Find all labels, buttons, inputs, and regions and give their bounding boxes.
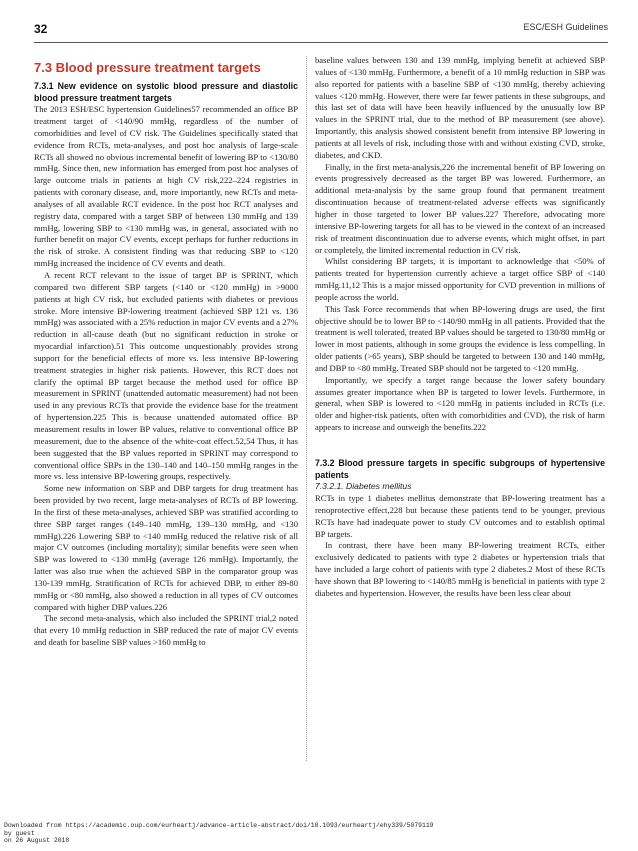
left-column xyxy=(34,60,298,649)
subsection-title: 7.3.1 New evidence on systolic blood pressure and diastolic blood pressure treatment targets xyxy=(34,81,298,103)
page-header xyxy=(34,22,608,38)
paragraph: Finally, in the first meta-analysis,226 the incremental benefit of BP lowering on events progressively decreased as the target BP was lowered. Furthermore, an additional meta-analysis by the same group found that permanent treatment discontinuation because of treatment-related adverse effects was significantly higher in those targeted to lower BP values.227 Therefore, advocating more intensive BP-lowering targets for all has to be viewed in the context of an increased risk of treatment discontinuation due to adverse events, which might offset, in part or completely, the limited incremental reduction in CV risk. xyxy=(315,161,605,255)
column-divider xyxy=(306,56,307,761)
spacer xyxy=(315,434,605,458)
download-date-text: on 26 August 2018 xyxy=(4,837,70,845)
paragraph: baseline values between 130 and 139 mmHg, implying benefit at achieved SBP values of <130 mmHg. Furthermore, a benefit of a 10 mmHg reduction in SBP was also reported for patients with a baseline SBP of <130 mmHg, thereby achieving values <120 mmHg. However, there were far fewer patients in these subgroups, and this last set of data will have been heavily influenced by the unusually low BP values in the SPRINT trial, due to the method of BP measurement (see above). Importantly, this analysis showed consistent benefit from intensive BP lowering in patients at all levels of risk, including those with and without existing CVD, stroke, diabetes, and CKD. xyxy=(315,55,605,160)
subsubsection-title: 7.3.2.1. Diabetes mellitus xyxy=(315,481,412,492)
paragraph: The second meta-analysis, which also included the SPRINT trial,2 noted that every 10 mmHg reduction in SBP reduced the rate of major CV events and death for baseline SBP values >160 mmHg to xyxy=(34,613,298,648)
header-rule xyxy=(34,42,608,43)
paragraph: Whilst considering BP targets, it is important to acknowledge that <50% of patients treated for hypertension currently achieve a target office SBP of <140 mmHg.11,12 This is a major missed opportunity for CVD prevention in millions of people across the world. xyxy=(315,256,605,302)
subsection-title: 7.3.2 Blood pressure targets in specific subgroups of hypertensive patients xyxy=(315,458,605,480)
page-number: 32 xyxy=(34,22,48,36)
paragraph: This Task Force recommends that when BP-lowering drugs are used, the first objective should be to lower BP to <140/90 mmHg in all patients. Provided that the treatment is well tolerated, treated BP values should be targeted to 130/80 mmHg or lower in most patients, although in some groups the evidence is less compelling. In older patients (>65 years), SBP should be targeted to between 130 and 140 mmHg, and DBP to <80 mmHg. Treated SBP should not be targeted to <120 mmHg. xyxy=(315,303,605,373)
paragraph: Some new information on SBP and DBP targets for drug treatment has been provided by two recent, large meta-analyses of RCTs of BP lowering. In the first of these meta-analyses, achieved SBP was stratified according to three SBP target ranges (149–140 mmHg, 139–130 mmHg, and <130 mmHg).226 Lowering SBP to <140 mmHg reduced the relative risk of all major CV outcomes (including mortality); similar benefits were seen when SBP was lowered to <130 mmHg (average 126 mmHg). Importantly, the latter was also true when the achieved SBP in the comparator group was 130-139 mmHg. Stratification of RCTs for achieved DBP, to either 89-80 mmHg or <80 mmHg, also showed a reduction in all types of CV outcomes compared with higher DBP values.226 xyxy=(34,483,298,612)
running-title: ESC/ESH Guidelines xyxy=(523,22,608,32)
paragraph: RCTs in type 1 diabetes mellitus demonstrate that BP-lowering treatment has a renoprotective effect,228 but because these patients tend to be younger, previous RCTs have had inadequate power to study CV outcomes and to establish optimal BP targets. xyxy=(315,492,605,539)
paragraph: The 2013 ESH/ESC hypertension Guidelines57 recommended an office BP treatment target of <140/90 mmHg, regardless of the number of comorbidities and level of CV risk. The Guidelines specifically stated that evidence from RCTs, meta-analyses, and post hoc analysis of large-scale RCTs all showed no obvious incremental benefit of lowering BP to <130/80 mmHg. Since then, new information has emerged from post hoc analyses of large outcome trials in patients at high CV risk,222–224 registries in patients with coronary disease, and, more importantly, new RCTs and meta-analyses of all available RCT evidence. In the post hoc RCT analyses and registry data, compared with a target SBP of between 130 mmHg and 139 mmHg, lowering SBP to <130 mmHg was, in general, associated with no further benefit on major CV events, except perhaps for further reductions in the risk of stroke. A consistent finding was that reducing SBP to <120 mmHg increased the incidence of CV events and death. xyxy=(34,104,298,269)
paragraph: Importantly, we specify a target range because the lower safety boundary assumes greater importance when BP is targeted to lower levels. Furthermore, in general, when SBP is lowered to <120 mmHg in patients included in RCTs (i.e. older and higher-risk patients, often with comorbidities and CVD), the risk of harm appears to increase and outweigh the benefits.222 xyxy=(315,374,605,433)
paragraph: A recent RCT relevant to the issue of target BP is SPRINT, which compared two different SBP targets (<140 or <120 mmHg) in >9000 patients at high CV risk, but excluded patients with diabetes or previous stroke. More intensive BP-lowering treatment (achieved SBP 121 vs. 136 mmHg) was associated with a 25% reduction in major CV events and a 27% reduction in all-cause death (but no significant reduction in stroke or myocardial infarction).51 This outcome unquestionably provides strong support for the beneficial effects of more vs. less intensive BP-lowering treatment strategies in higher risk patients. However, this RCT does not clarify the optimal BP target because the method used for office BP measurement in SPRINT (unattended automatic measurement) had not been used in any previous RCTs that provide the evidence base for the treatment of hypertension.225 This is because unattended automated office BP measurement results in lower BP values, relative to conventional office BP measurement, due to the absence of the white-coat effect.52,54 Thus, it has been suggested that the BP values reported in SPRINT may correspond to conventional office SBPs in the 130–140 and 140–150 mmHg ranges in the more vs. less intensive BP-lowering groups, respectively. xyxy=(34,270,298,482)
right-column xyxy=(315,55,605,600)
download-by-text: by guest xyxy=(4,829,35,837)
section-title: 7.3 Blood pressure treatment targets xyxy=(34,60,261,75)
paragraph: In contrast, there have been many BP-lowering treatment RCTs, either exclusively dedicated to patients with type 2 diabetes or hypertension trials that have included a large cohort of patients with type 2 diabetes.2 Most of these RCTs have shown that BP lowering to <140/85 mmHg is beneficial in patients with type 2 diabetes and hypertension. However, the results have been less clear about xyxy=(315,540,605,598)
download-link-text[interactable]: Downloaded from https://academic.oup.com/eurheartj/advance-article-abstract/doi/10.1093/eurheartj/ehy339/5079119 xyxy=(4,822,434,829)
download-footer xyxy=(4,822,434,845)
